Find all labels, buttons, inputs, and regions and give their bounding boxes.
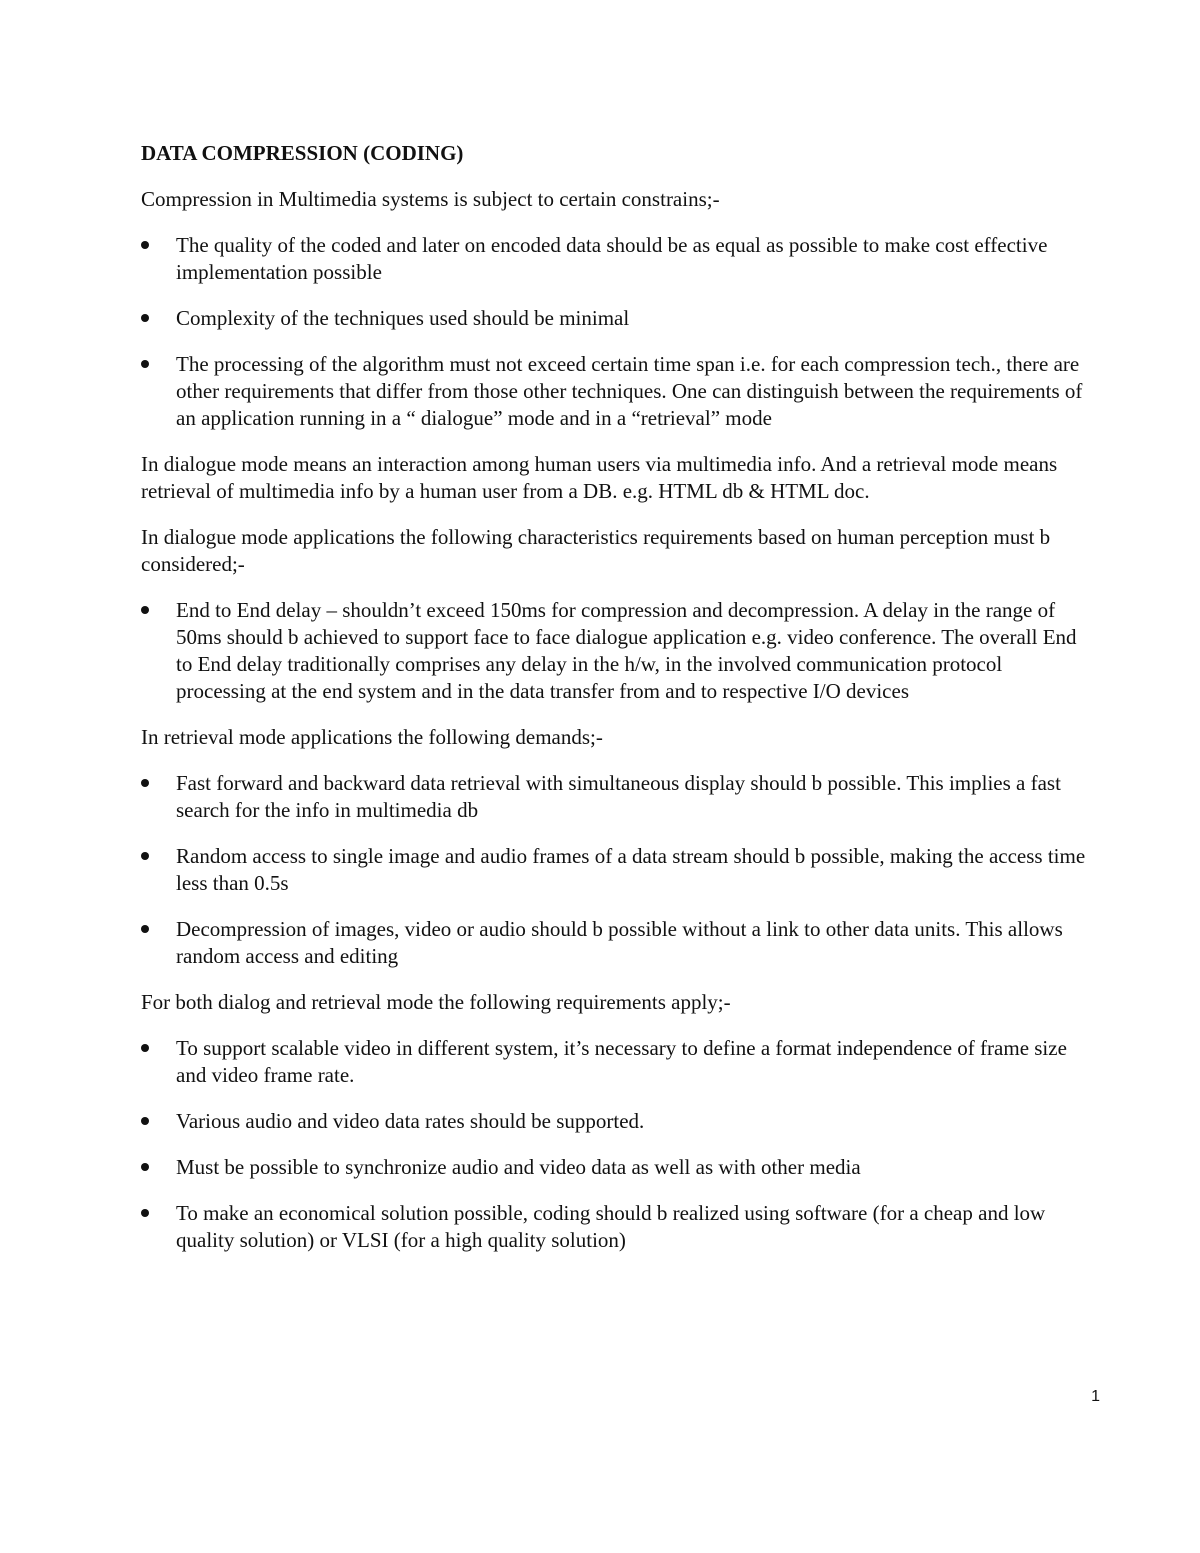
bullet-icon: [141, 779, 149, 787]
bullet-icon: [141, 1163, 149, 1171]
bullet-icon: [141, 606, 149, 614]
list-item-text: The quality of the coded and later on encoded data should be as equal as possible to make cost effective implementation possible: [176, 233, 1048, 284]
list-item-text: Various audio and video data rates should be supported.: [176, 1109, 645, 1133]
bullet-icon: [141, 1209, 149, 1217]
bullet-icon: [141, 1117, 149, 1125]
list-item: [141, 770, 1096, 824]
bullet-icon: [141, 852, 149, 860]
list-item: [141, 1108, 1096, 1135]
both-modes-list: [141, 1035, 1096, 1254]
page-number: 1: [1091, 1388, 1100, 1405]
list-item-text: Fast forward and backward data retrieval with simultaneous display should b possible. This implies a fast search for the info in multimedia db: [176, 771, 1061, 822]
bullet-icon: [141, 925, 149, 933]
list-item: [141, 597, 1096, 705]
bullet-icon: [141, 241, 149, 249]
list-item: [141, 916, 1096, 970]
retrieval-list: [141, 770, 1096, 970]
bullet-icon: [141, 360, 149, 368]
bullet-icon: [141, 314, 149, 322]
list-item-text: Random access to single image and audio frames of a data stream should b possible, making the access time less than 0.5s: [176, 844, 1086, 895]
bullet-icon: [141, 1044, 149, 1052]
list-item: [141, 1200, 1096, 1254]
intro-paragraph: Compression in Multimedia systems is subject to certain constrains;-: [141, 187, 720, 211]
modes-paragraph: In dialogue mode means an interaction among human users via multimedia info. And a retrieval mode means retrieval of multimedia info by a human user from a DB. e.g. HTML db & HTML doc.: [141, 452, 1058, 503]
list-item-text: Must be possible to synchronize audio and video data as well as with other media: [176, 1155, 861, 1179]
list-item: [141, 1154, 1096, 1181]
constraints-list: [141, 232, 1096, 432]
list-item-text: End to End delay – shouldn’t exceed 150ms for compression and decompression. A delay in the range of 50ms should b achieved to support face to face dialogue application e.g. video conference. The overall End to End delay traditionally comprises any delay in the h/w, in the involved communication protocol processing at the end system and in the data transfer from and to respective I/O devices: [176, 598, 1077, 703]
retrieval-intro-paragraph: In retrieval mode applications the following demands;-: [141, 725, 603, 749]
list-item: [141, 305, 1096, 332]
list-item: [141, 351, 1096, 432]
dialogue-list: [141, 597, 1096, 705]
list-item-text: To support scalable video in different system, it’s necessary to define a format independence of frame size and video frame rate.: [176, 1036, 1067, 1087]
list-item-text: Decompression of images, video or audio should b possible without a link to other data units. This allows random access and editing: [176, 917, 1063, 968]
list-item: [141, 1035, 1096, 1089]
document-title: DATA COMPRESSION (CODING): [141, 141, 464, 165]
list-item-text: The processing of the algorithm must not exceed certain time span i.e. for each compression tech., there are other requirements that differ from those other techniques. One can distinguish between the requirements of an application running in a “ dialogue” mode and in a “retrieval” mode: [176, 352, 1083, 430]
list-item: [141, 843, 1096, 897]
list-item: [141, 232, 1096, 286]
page-content: [141, 140, 1096, 1273]
both-modes-intro-paragraph: For both dialog and retrieval mode the following requirements apply;-: [141, 990, 731, 1014]
list-item-text: To make an economical solution possible, coding should b realized using software (for a cheap and low quality solution) or VLSI (for a high quality solution): [176, 1201, 1046, 1252]
dialogue-intro-paragraph: In dialogue mode applications the following characteristics requirements based on human perception must b considered;-: [141, 525, 1051, 576]
list-item-text: Complexity of the techniques used should be minimal: [176, 306, 630, 330]
